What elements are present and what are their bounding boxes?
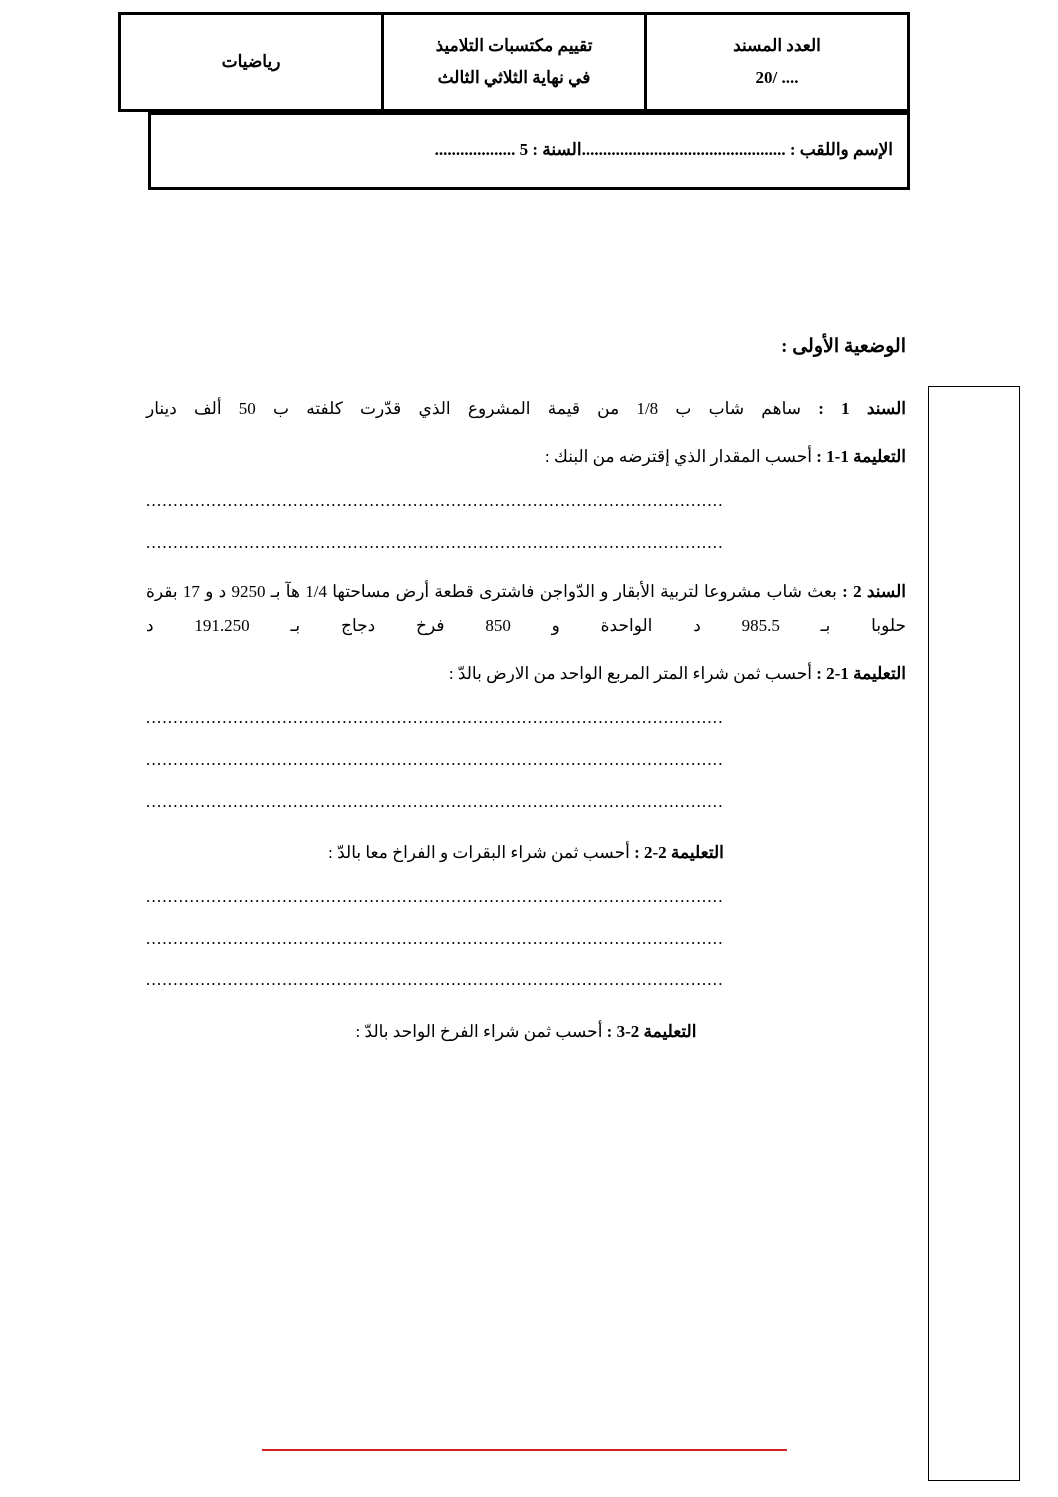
support-2-text: بعث شاب مشروعا لتربية الأبقار و الدّواجن فاشترى قطعة أرض مساحتها 1/4 هآ بـ 9250 د و 17 بقرة حلوبا بـ 985.5 د الواحدة و 850 فرخ دجاج بـ 191.250 د (146, 582, 906, 636)
instruction-2-1 (146, 657, 906, 691)
mark-cell (646, 14, 909, 111)
footer-rule (262, 1449, 787, 1451)
situation-title: الوضعية الأولى : (781, 336, 906, 357)
answer-line[interactable]: .......................................................................................................... (146, 970, 724, 990)
answer-line[interactable]: .......................................................................................................... (146, 928, 724, 948)
exam-title-line2: في نهاية الثلاثي الثالث (437, 68, 591, 87)
exam-title-cell (383, 14, 646, 111)
instruction-1-1-text: أحسب المقدار الذي إقترضه من البنك : (544, 447, 812, 466)
answer-lines-1 (146, 480, 906, 563)
support-1 (146, 392, 906, 426)
instruction-2-3-label: التعليمة 2-3 : (606, 1022, 697, 1042)
header-table (118, 12, 910, 112)
instruction-2-1-text: أحسب ثمن شراء المتر المربع الواحد من الارض بالدّ : (448, 664, 812, 684)
instruction-2-3 (146, 1015, 906, 1049)
answer-lines-3 (146, 876, 906, 1001)
table-row (150, 114, 909, 189)
instruction-2-1-label: التعليمة 1-2 : (816, 664, 906, 684)
answer-line[interactable]: .......................................................................................................... (146, 791, 724, 811)
support-1-text: ساهم شاب ب 1/8 من قيمة المشروع الذي قدّرت كلفته ب 50 ألف دينار (146, 399, 802, 418)
identity-line: الإسم واللقب : ................................................السنة : 5 ................... (150, 114, 909, 189)
answer-line[interactable]: .......................................................................................................... (146, 532, 724, 552)
exam-body (146, 328, 906, 1051)
instruction-1-1 (146, 440, 906, 474)
instruction-2-3-text: أحسب ثمن شراء الفرخ الواحد بالدّ : (355, 1022, 603, 1042)
instruction-1-1-label: التعليمة 1-1 : (816, 447, 906, 466)
instruction-2-2-text: أحسب ثمن شراء البقرات و الفراخ معا بالدّ : (328, 843, 630, 863)
answer-lines-2 (146, 697, 906, 822)
identity-table (148, 112, 910, 190)
answer-line[interactable]: .......................................................................................................... (146, 887, 724, 907)
exam-title-line1: تقييم مكتسبات التلاميذ (435, 35, 593, 55)
instruction-2-2 (146, 836, 906, 870)
mark-value: .... /20 (755, 68, 799, 87)
subject-cell: رياضيات (120, 14, 383, 111)
support-2 (146, 575, 906, 643)
instruction-2-2-label: التعليمة 2-2 : (634, 843, 724, 863)
mark-label: العدد المسند (733, 35, 821, 55)
marking-box (928, 386, 1020, 1481)
answer-line[interactable]: .......................................................................................................... (146, 708, 724, 728)
support-1-label: السند 1 : (818, 399, 906, 418)
answer-line[interactable]: .......................................................................................................... (146, 749, 724, 769)
table-row (120, 14, 909, 111)
document-header (148, 12, 910, 190)
support-2-label: السند 2 : (842, 582, 906, 602)
answer-line[interactable]: .......................................................................................................... (146, 491, 724, 510)
